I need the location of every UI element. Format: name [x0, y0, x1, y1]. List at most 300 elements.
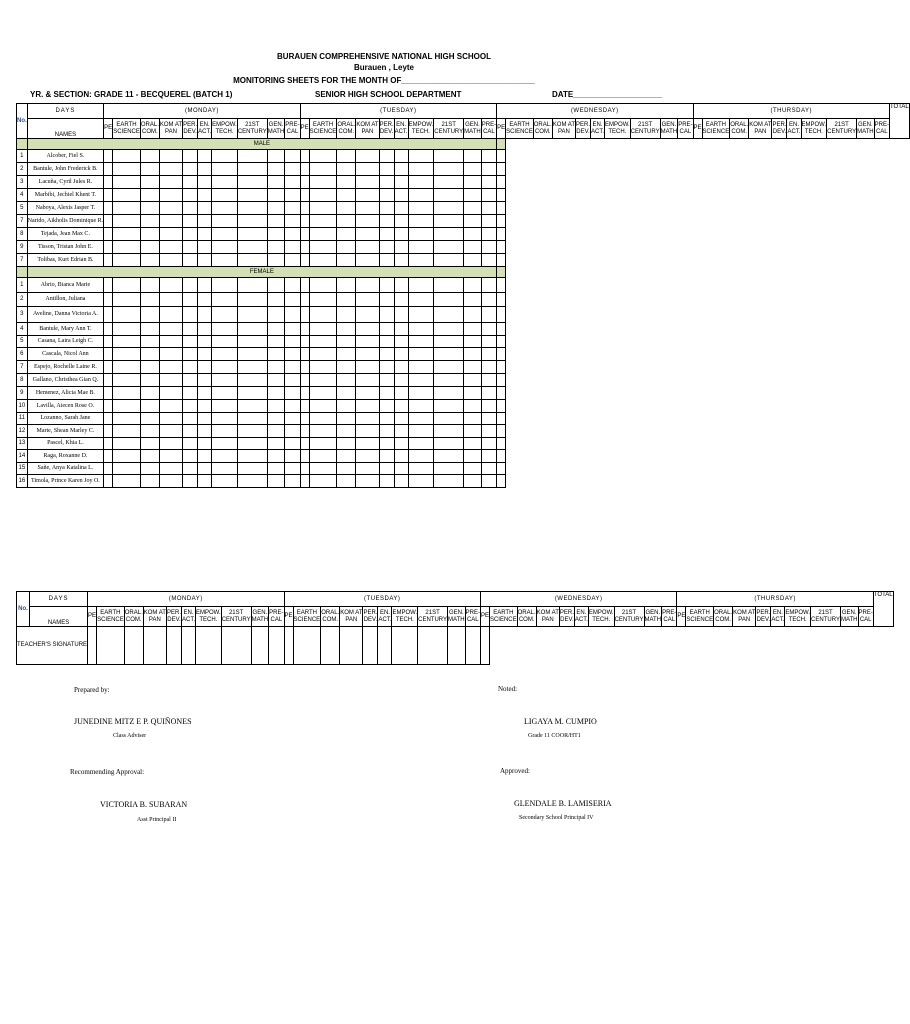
- attendance-cell[interactable]: [285, 323, 300, 336]
- attendance-cell[interactable]: [113, 323, 141, 336]
- attendance-cell[interactable]: [212, 475, 238, 488]
- attendance-cell[interactable]: [379, 293, 394, 307]
- attendance-cell[interactable]: [434, 215, 464, 228]
- attendance-cell[interactable]: [497, 215, 506, 228]
- attendance-cell[interactable]: [309, 475, 337, 488]
- attendance-cell[interactable]: [285, 176, 300, 189]
- attendance-cell[interactable]: [356, 241, 379, 254]
- attendance-cell[interactable]: [481, 150, 496, 163]
- attendance-cell[interactable]: [183, 163, 198, 176]
- attendance-cell[interactable]: [408, 361, 434, 374]
- attendance-cell[interactable]: [267, 254, 285, 267]
- attendance-cell[interactable]: [140, 361, 159, 374]
- attendance-cell[interactable]: [464, 387, 482, 400]
- attendance-cell[interactable]: [140, 413, 159, 425]
- attendance-cell[interactable]: [140, 348, 159, 361]
- attendance-cell[interactable]: [394, 336, 408, 348]
- attendance-cell[interactable]: [300, 336, 309, 348]
- attendance-cell[interactable]: [183, 215, 198, 228]
- attendance-cell[interactable]: [408, 228, 434, 241]
- attendance-cell[interactable]: [394, 387, 408, 400]
- attendance-cell[interactable]: [337, 475, 356, 488]
- attendance-cell[interactable]: [337, 189, 356, 202]
- attendance-cell[interactable]: [309, 323, 337, 336]
- attendance-cell[interactable]: [408, 374, 434, 387]
- attendance-cell[interactable]: [212, 425, 238, 438]
- attendance-cell[interactable]: [212, 163, 238, 176]
- attendance-cell[interactable]: [198, 202, 212, 215]
- attendance-cell[interactable]: [237, 163, 267, 176]
- attendance-cell[interactable]: [267, 374, 285, 387]
- attendance-cell[interactable]: [408, 463, 434, 475]
- attendance-cell[interactable]: [104, 475, 113, 488]
- attendance-cell[interactable]: [356, 450, 379, 463]
- attendance-cell[interactable]: [379, 374, 394, 387]
- attendance-cell[interactable]: [285, 150, 300, 163]
- attendance-cell[interactable]: [237, 278, 267, 293]
- attendance-cell[interactable]: [337, 463, 356, 475]
- attendance-cell[interactable]: [300, 387, 309, 400]
- attendance-cell[interactable]: [497, 475, 506, 488]
- attendance-cell[interactable]: [267, 450, 285, 463]
- attendance-cell[interactable]: [434, 241, 464, 254]
- attendance-cell[interactable]: [434, 475, 464, 488]
- attendance-cell[interactable]: [300, 307, 309, 323]
- attendance-cell[interactable]: [497, 228, 506, 241]
- attendance-cell[interactable]: [113, 241, 141, 254]
- attendance-cell[interactable]: [237, 241, 267, 254]
- attendance-cell[interactable]: [464, 374, 482, 387]
- attendance-cell[interactable]: [394, 425, 408, 438]
- attendance-cell[interactable]: [267, 336, 285, 348]
- attendance-cell[interactable]: [159, 361, 182, 374]
- attendance-cell[interactable]: [198, 425, 212, 438]
- attendance-cell[interactable]: [104, 189, 113, 202]
- attendance-cell[interactable]: [159, 387, 182, 400]
- attendance-cell[interactable]: [198, 413, 212, 425]
- attendance-cell[interactable]: [300, 361, 309, 374]
- attendance-cell[interactable]: [212, 387, 238, 400]
- attendance-cell[interactable]: [337, 307, 356, 323]
- attendance-cell[interactable]: [285, 215, 300, 228]
- attendance-cell[interactable]: [140, 189, 159, 202]
- attendance-cell[interactable]: [267, 215, 285, 228]
- attendance-cell[interactable]: [300, 254, 309, 267]
- attendance-cell[interactable]: [408, 215, 434, 228]
- attendance-cell[interactable]: [356, 438, 379, 450]
- attendance-cell[interactable]: [159, 241, 182, 254]
- attendance-cell[interactable]: [212, 361, 238, 374]
- attendance-cell[interactable]: [97, 627, 125, 665]
- attendance-cell[interactable]: [237, 374, 267, 387]
- attendance-cell[interactable]: [481, 387, 496, 400]
- attendance-cell[interactable]: [481, 228, 496, 241]
- attendance-cell[interactable]: [159, 293, 182, 307]
- attendance-cell[interactable]: [392, 627, 418, 665]
- attendance-cell[interactable]: [159, 189, 182, 202]
- attendance-cell[interactable]: [300, 163, 309, 176]
- attendance-cell[interactable]: [481, 189, 496, 202]
- attendance-cell[interactable]: [337, 400, 356, 413]
- attendance-cell[interactable]: [267, 176, 285, 189]
- attendance-cell[interactable]: [140, 278, 159, 293]
- attendance-cell[interactable]: [159, 278, 182, 293]
- attendance-cell[interactable]: [309, 215, 337, 228]
- attendance-cell[interactable]: [159, 400, 182, 413]
- attendance-cell[interactable]: [159, 150, 182, 163]
- attendance-cell[interactable]: [408, 387, 434, 400]
- attendance-cell[interactable]: [140, 293, 159, 307]
- attendance-cell[interactable]: [497, 348, 506, 361]
- attendance-cell[interactable]: [337, 387, 356, 400]
- attendance-cell[interactable]: [183, 374, 198, 387]
- attendance-cell[interactable]: [497, 400, 506, 413]
- attendance-cell[interactable]: [379, 400, 394, 413]
- attendance-cell[interactable]: [464, 254, 482, 267]
- attendance-cell[interactable]: [356, 202, 379, 215]
- attendance-cell[interactable]: [104, 254, 113, 267]
- attendance-cell[interactable]: [198, 163, 212, 176]
- attendance-cell[interactable]: [183, 400, 198, 413]
- attendance-cell[interactable]: [285, 400, 300, 413]
- attendance-cell[interactable]: [104, 228, 113, 241]
- attendance-cell[interactable]: [481, 336, 496, 348]
- attendance-cell[interactable]: [394, 202, 408, 215]
- attendance-cell[interactable]: [300, 348, 309, 361]
- attendance-cell[interactable]: [481, 450, 496, 463]
- attendance-cell[interactable]: [309, 278, 337, 293]
- attendance-cell[interactable]: [183, 254, 198, 267]
- attendance-cell[interactable]: [356, 348, 379, 361]
- attendance-cell[interactable]: [379, 413, 394, 425]
- attendance-cell[interactable]: [267, 293, 285, 307]
- attendance-cell[interactable]: [481, 176, 496, 189]
- attendance-cell[interactable]: [481, 202, 496, 215]
- attendance-cell[interactable]: [104, 176, 113, 189]
- attendance-cell[interactable]: [481, 475, 496, 488]
- attendance-cell[interactable]: [394, 475, 408, 488]
- attendance-cell[interactable]: [300, 202, 309, 215]
- attendance-cell[interactable]: [379, 475, 394, 488]
- attendance-cell[interactable]: [267, 361, 285, 374]
- attendance-cell[interactable]: [337, 254, 356, 267]
- attendance-cell[interactable]: [481, 413, 496, 425]
- attendance-cell[interactable]: [337, 293, 356, 307]
- attendance-cell[interactable]: [300, 176, 309, 189]
- attendance-cell[interactable]: [183, 307, 198, 323]
- attendance-cell[interactable]: [300, 189, 309, 202]
- attendance-cell[interactable]: [212, 374, 238, 387]
- attendance-cell[interactable]: [497, 150, 506, 163]
- attendance-cell[interactable]: [379, 361, 394, 374]
- attendance-cell[interactable]: [300, 413, 309, 425]
- attendance-cell[interactable]: [434, 176, 464, 189]
- attendance-cell[interactable]: [309, 463, 337, 475]
- attendance-cell[interactable]: [237, 307, 267, 323]
- attendance-cell[interactable]: [104, 215, 113, 228]
- attendance-cell[interactable]: [379, 438, 394, 450]
- attendance-cell[interactable]: [159, 425, 182, 438]
- attendance-cell[interactable]: [267, 463, 285, 475]
- attendance-cell[interactable]: [113, 413, 141, 425]
- attendance-cell[interactable]: [143, 627, 166, 665]
- attendance-cell[interactable]: [113, 176, 141, 189]
- attendance-cell[interactable]: [356, 361, 379, 374]
- attendance-cell[interactable]: [363, 627, 378, 665]
- attendance-cell[interactable]: [408, 254, 434, 267]
- attendance-cell[interactable]: [183, 450, 198, 463]
- attendance-cell[interactable]: [284, 627, 293, 665]
- attendance-cell[interactable]: [140, 202, 159, 215]
- attendance-cell[interactable]: [300, 400, 309, 413]
- attendance-cell[interactable]: [221, 627, 251, 665]
- attendance-cell[interactable]: [104, 336, 113, 348]
- attendance-cell[interactable]: [104, 413, 113, 425]
- attendance-cell[interactable]: [285, 374, 300, 387]
- attendance-cell[interactable]: [434, 163, 464, 176]
- attendance-cell[interactable]: [356, 189, 379, 202]
- attendance-cell[interactable]: [356, 323, 379, 336]
- attendance-cell[interactable]: [300, 278, 309, 293]
- attendance-cell[interactable]: [159, 176, 182, 189]
- attendance-cell[interactable]: [140, 374, 159, 387]
- attendance-cell[interactable]: [285, 361, 300, 374]
- attendance-cell[interactable]: [159, 450, 182, 463]
- attendance-cell[interactable]: [183, 176, 198, 189]
- attendance-cell[interactable]: [418, 627, 448, 665]
- attendance-cell[interactable]: [212, 323, 238, 336]
- attendance-cell[interactable]: [237, 400, 267, 413]
- attendance-cell[interactable]: [159, 254, 182, 267]
- attendance-cell[interactable]: [212, 438, 238, 450]
- attendance-cell[interactable]: [378, 627, 392, 665]
- attendance-cell[interactable]: [183, 413, 198, 425]
- attendance-cell[interactable]: [237, 323, 267, 336]
- attendance-cell[interactable]: [285, 463, 300, 475]
- attendance-cell[interactable]: [88, 627, 97, 665]
- attendance-cell[interactable]: [124, 627, 143, 665]
- attendance-cell[interactable]: [113, 228, 141, 241]
- attendance-cell[interactable]: [464, 202, 482, 215]
- attendance-cell[interactable]: [285, 189, 300, 202]
- attendance-cell[interactable]: [309, 150, 337, 163]
- attendance-cell[interactable]: [309, 336, 337, 348]
- attendance-cell[interactable]: [104, 278, 113, 293]
- attendance-cell[interactable]: [337, 176, 356, 189]
- attendance-cell[interactable]: [212, 254, 238, 267]
- attendance-cell[interactable]: [300, 323, 309, 336]
- attendance-cell[interactable]: [337, 150, 356, 163]
- attendance-cell[interactable]: [267, 189, 285, 202]
- attendance-cell[interactable]: [497, 361, 506, 374]
- attendance-cell[interactable]: [464, 400, 482, 413]
- attendance-cell[interactable]: [464, 293, 482, 307]
- attendance-cell[interactable]: [104, 307, 113, 323]
- attendance-cell[interactable]: [464, 323, 482, 336]
- attendance-cell[interactable]: [159, 228, 182, 241]
- attendance-cell[interactable]: [140, 425, 159, 438]
- attendance-cell[interactable]: [159, 323, 182, 336]
- attendance-cell[interactable]: [434, 336, 464, 348]
- attendance-cell[interactable]: [113, 278, 141, 293]
- attendance-cell[interactable]: [379, 463, 394, 475]
- attendance-cell[interactable]: [434, 425, 464, 438]
- attendance-cell[interactable]: [212, 278, 238, 293]
- attendance-cell[interactable]: [104, 163, 113, 176]
- attendance-cell[interactable]: [267, 348, 285, 361]
- attendance-cell[interactable]: [267, 425, 285, 438]
- attendance-cell[interactable]: [183, 475, 198, 488]
- attendance-cell[interactable]: [434, 278, 464, 293]
- attendance-cell[interactable]: [198, 348, 212, 361]
- attendance-cell[interactable]: [285, 475, 300, 488]
- attendance-cell[interactable]: [285, 425, 300, 438]
- attendance-cell[interactable]: [408, 336, 434, 348]
- attendance-cell[interactable]: [159, 307, 182, 323]
- attendance-cell[interactable]: [356, 150, 379, 163]
- attendance-cell[interactable]: [140, 438, 159, 450]
- attendance-cell[interactable]: [183, 323, 198, 336]
- attendance-cell[interactable]: [212, 189, 238, 202]
- attendance-cell[interactable]: [198, 361, 212, 374]
- attendance-cell[interactable]: [497, 307, 506, 323]
- attendance-cell[interactable]: [497, 438, 506, 450]
- attendance-cell[interactable]: [104, 450, 113, 463]
- attendance-cell[interactable]: [379, 278, 394, 293]
- attendance-cell[interactable]: [337, 450, 356, 463]
- attendance-cell[interactable]: [104, 348, 113, 361]
- attendance-cell[interactable]: [394, 438, 408, 450]
- attendance-cell[interactable]: [337, 215, 356, 228]
- attendance-cell[interactable]: [237, 361, 267, 374]
- attendance-cell[interactable]: [159, 202, 182, 215]
- attendance-cell[interactable]: [300, 463, 309, 475]
- attendance-cell[interactable]: [212, 176, 238, 189]
- attendance-cell[interactable]: [267, 413, 285, 425]
- attendance-cell[interactable]: [481, 374, 496, 387]
- attendance-cell[interactable]: [104, 241, 113, 254]
- attendance-cell[interactable]: [104, 323, 113, 336]
- attendance-cell[interactable]: [497, 413, 506, 425]
- attendance-cell[interactable]: [140, 241, 159, 254]
- attendance-cell[interactable]: [337, 438, 356, 450]
- attendance-cell[interactable]: [300, 241, 309, 254]
- attendance-cell[interactable]: [464, 463, 482, 475]
- attendance-cell[interactable]: [183, 387, 198, 400]
- attendance-cell[interactable]: [212, 228, 238, 241]
- attendance-cell[interactable]: [379, 387, 394, 400]
- attendance-cell[interactable]: [309, 189, 337, 202]
- attendance-cell[interactable]: [356, 387, 379, 400]
- attendance-cell[interactable]: [337, 323, 356, 336]
- attendance-cell[interactable]: [285, 163, 300, 176]
- attendance-cell[interactable]: [212, 202, 238, 215]
- attendance-cell[interactable]: [140, 228, 159, 241]
- attendance-cell[interactable]: [267, 163, 285, 176]
- attendance-cell[interactable]: [464, 413, 482, 425]
- attendance-cell[interactable]: [408, 293, 434, 307]
- attendance-cell[interactable]: [434, 293, 464, 307]
- attendance-cell[interactable]: [481, 278, 496, 293]
- attendance-cell[interactable]: [140, 387, 159, 400]
- attendance-cell[interactable]: [481, 400, 496, 413]
- attendance-cell[interactable]: [159, 348, 182, 361]
- attendance-cell[interactable]: [309, 293, 337, 307]
- attendance-cell[interactable]: [285, 202, 300, 215]
- attendance-cell[interactable]: [356, 254, 379, 267]
- attendance-cell[interactable]: [198, 387, 212, 400]
- attendance-cell[interactable]: [497, 293, 506, 307]
- attendance-cell[interactable]: [464, 361, 482, 374]
- attendance-cell[interactable]: [140, 336, 159, 348]
- attendance-cell[interactable]: [394, 176, 408, 189]
- attendance-cell[interactable]: [300, 293, 309, 307]
- attendance-cell[interactable]: [113, 189, 141, 202]
- attendance-cell[interactable]: [379, 241, 394, 254]
- attendance-cell[interactable]: [285, 336, 300, 348]
- attendance-cell[interactable]: [104, 374, 113, 387]
- attendance-cell[interactable]: [356, 163, 379, 176]
- attendance-cell[interactable]: [285, 228, 300, 241]
- attendance-cell[interactable]: [408, 475, 434, 488]
- attendance-cell[interactable]: [464, 336, 482, 348]
- attendance-cell[interactable]: [464, 150, 482, 163]
- attendance-cell[interactable]: [408, 278, 434, 293]
- attendance-cell[interactable]: [309, 241, 337, 254]
- attendance-cell[interactable]: [408, 241, 434, 254]
- attendance-cell[interactable]: [497, 241, 506, 254]
- attendance-cell[interactable]: [434, 450, 464, 463]
- attendance-cell[interactable]: [140, 400, 159, 413]
- attendance-cell[interactable]: [434, 202, 464, 215]
- attendance-cell[interactable]: [408, 450, 434, 463]
- attendance-cell[interactable]: [104, 438, 113, 450]
- attendance-cell[interactable]: [337, 163, 356, 176]
- attendance-cell[interactable]: [379, 450, 394, 463]
- attendance-cell[interactable]: [269, 627, 284, 665]
- attendance-cell[interactable]: [104, 202, 113, 215]
- attendance-cell[interactable]: [337, 425, 356, 438]
- attendance-cell[interactable]: [464, 176, 482, 189]
- attendance-cell[interactable]: [140, 463, 159, 475]
- attendance-cell[interactable]: [285, 450, 300, 463]
- attendance-cell[interactable]: [464, 438, 482, 450]
- attendance-cell[interactable]: [237, 228, 267, 241]
- attendance-cell[interactable]: [309, 374, 337, 387]
- attendance-cell[interactable]: [356, 307, 379, 323]
- attendance-cell[interactable]: [394, 254, 408, 267]
- attendance-cell[interactable]: [481, 293, 496, 307]
- attendance-cell[interactable]: [267, 475, 285, 488]
- attendance-cell[interactable]: [113, 215, 141, 228]
- attendance-cell[interactable]: [309, 450, 337, 463]
- attendance-cell[interactable]: [356, 228, 379, 241]
- attendance-cell[interactable]: [198, 241, 212, 254]
- attendance-cell[interactable]: [267, 228, 285, 241]
- attendance-cell[interactable]: [394, 374, 408, 387]
- attendance-cell[interactable]: [356, 425, 379, 438]
- attendance-cell[interactable]: [113, 348, 141, 361]
- attendance-cell[interactable]: [237, 336, 267, 348]
- attendance-cell[interactable]: [300, 215, 309, 228]
- attendance-cell[interactable]: [497, 278, 506, 293]
- attendance-cell[interactable]: [140, 254, 159, 267]
- attendance-cell[interactable]: [159, 336, 182, 348]
- attendance-cell[interactable]: [394, 463, 408, 475]
- attendance-cell[interactable]: [183, 278, 198, 293]
- attendance-cell[interactable]: [434, 463, 464, 475]
- attendance-cell[interactable]: [237, 438, 267, 450]
